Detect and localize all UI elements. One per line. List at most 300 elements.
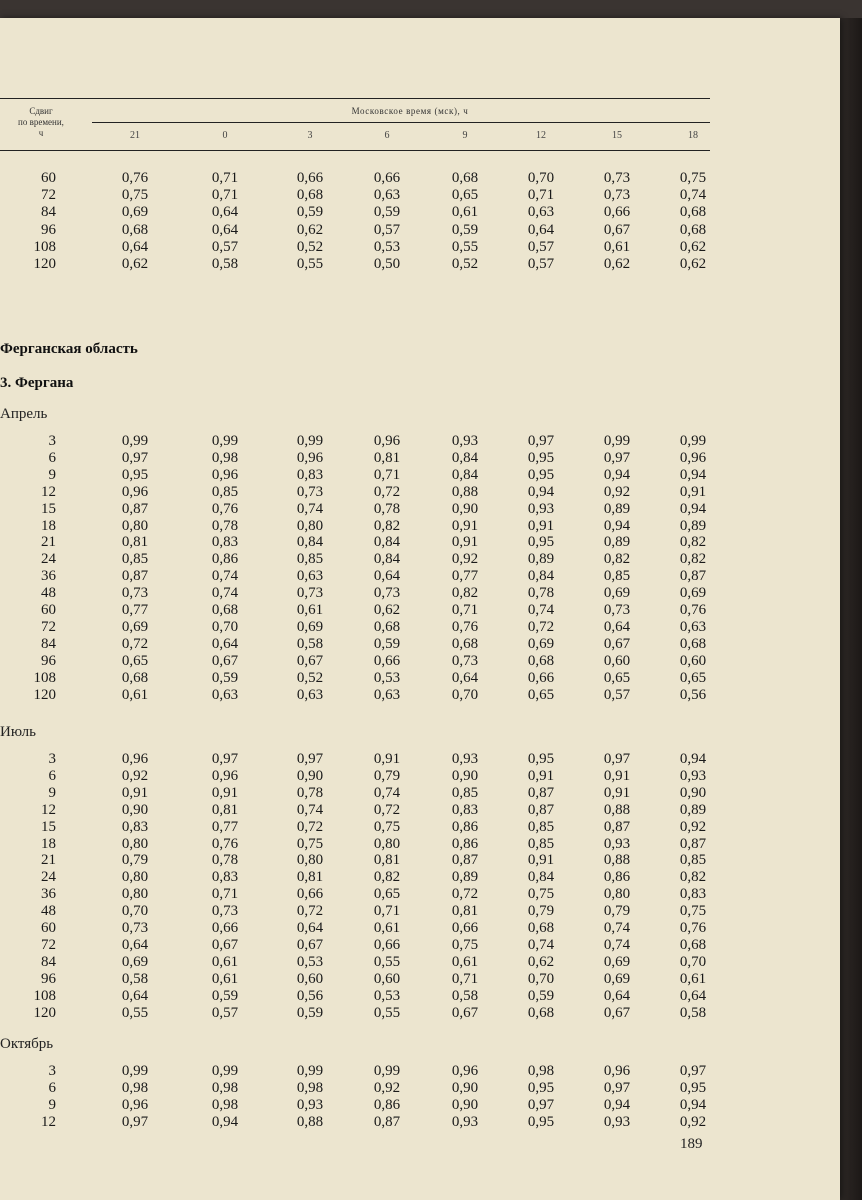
correlation-value-cell: 0,93 — [451, 1113, 479, 1130]
correlation-value-cell: 0,75 — [373, 818, 401, 835]
correlation-value-cell: 0,92 — [451, 551, 479, 568]
correlation-value-cell: 0,90 — [121, 801, 149, 818]
correlation-value-cell: 0,86 — [603, 869, 631, 886]
shift-hours-cell: 18 — [41, 835, 56, 852]
correlation-value-cell: 0,59 — [296, 1004, 324, 1021]
correlation-value-cell: 0,90 — [679, 784, 707, 801]
correlation-value-cell: 0,66 — [527, 669, 555, 686]
correlation-value-cell: 0,62 — [373, 602, 401, 618]
correlation-value-cell: 0,71 — [211, 170, 239, 186]
shift-hours-cell: 9 — [48, 784, 56, 801]
correlation-value-cell: 0,81 — [451, 903, 479, 920]
correlation-value-cell: 0,74 — [603, 936, 631, 953]
correlation-value-cell: 0,53 — [373, 669, 401, 686]
correlation-value-cell: 0,97 — [527, 433, 555, 449]
correlation-value-cell: 0,69 — [603, 953, 631, 970]
correlation-value-cell: 0,87 — [121, 500, 149, 517]
correlation-value-cell: 0,73 — [296, 585, 324, 602]
correlation-value-cell: 0,75 — [679, 170, 707, 186]
correlation-value-cell: 0,84 — [451, 466, 479, 483]
correlation-value-cell: 0,71 — [373, 466, 401, 483]
book-top-edge — [0, 0, 862, 18]
table-row — [0, 484, 720, 501]
correlation-value-cell: 0,92 — [121, 767, 149, 784]
correlation-value-cell: 0,68 — [527, 1004, 555, 1021]
shift-label-line-3: ч — [38, 128, 44, 138]
correlation-value-cell: 0,71 — [527, 187, 555, 204]
correlation-value-cell: 0,93 — [603, 835, 631, 852]
correlation-value-cell: 0,82 — [373, 517, 401, 534]
table-row — [0, 433, 720, 450]
correlation-value-cell: 0,97 — [121, 449, 149, 466]
correlation-value-cell: 0,60 — [603, 652, 631, 669]
correlation-value-cell: 0,91 — [373, 751, 401, 767]
header-mid-rule — [92, 122, 710, 123]
hour-header-3: 3 — [307, 130, 313, 141]
shift-hours-cell: 48 — [41, 585, 56, 602]
correlation-value-cell: 0,57 — [527, 256, 555, 272]
correlation-value-cell: 0,84 — [527, 568, 555, 585]
correlation-value-cell: 0,69 — [296, 618, 324, 635]
correlation-value-cell: 0,96 — [679, 449, 707, 466]
correlation-value-cell: 0,66 — [373, 170, 401, 186]
correlation-value-cell: 0,90 — [451, 767, 479, 784]
correlation-value-cell: 0,86 — [451, 818, 479, 835]
correlation-value-cell: 0,67 — [296, 936, 324, 953]
correlation-value-cell: 0,76 — [121, 170, 149, 186]
table-row — [0, 687, 720, 704]
shift-hours-cell: 48 — [41, 903, 56, 920]
correlation-value-cell: 0,68 — [121, 221, 149, 238]
shift-hours-cell: 60 — [41, 602, 56, 618]
correlation-value-cell: 0,88 — [296, 1113, 324, 1130]
correlation-value-cell: 0,62 — [679, 238, 707, 255]
correlation-value-cell: 0,67 — [211, 936, 239, 953]
correlation-value-cell: 0,89 — [603, 534, 631, 551]
correlation-value-cell: 0,57 — [527, 238, 555, 255]
hour-header-21: 21 — [130, 130, 140, 141]
correlation-value-cell: 0,80 — [121, 886, 149, 903]
correlation-value-cell: 0,94 — [603, 1096, 631, 1113]
book-page — [0, 18, 840, 1200]
correlation-value-cell: 0,66 — [211, 920, 239, 936]
correlation-value-cell: 0,58 — [451, 987, 479, 1004]
correlation-value-cell: 0,73 — [121, 920, 149, 936]
correlation-value-cell: 0,94 — [679, 1096, 707, 1113]
correlation-value-cell: 0,68 — [527, 652, 555, 669]
correlation-value-cell: 0,83 — [211, 869, 239, 886]
shift-hours-cell: 3 — [48, 1063, 56, 1079]
correlation-value-cell: 0,98 — [211, 1096, 239, 1113]
correlation-value-cell: 0,89 — [603, 500, 631, 517]
correlation-value-cell: 0,94 — [679, 500, 707, 517]
correlation-value-cell: 0,82 — [679, 551, 707, 568]
correlation-value-cell: 0,67 — [451, 1004, 479, 1021]
correlation-value-cell: 0,77 — [211, 818, 239, 835]
correlation-value-cell: 0,74 — [603, 920, 631, 936]
correlation-value-cell: 0,81 — [121, 534, 149, 551]
correlation-value-cell: 0,91 — [121, 784, 149, 801]
correlation-value-cell: 0,96 — [211, 466, 239, 483]
shift-hours-cell: 24 — [41, 551, 56, 568]
correlation-value-cell: 0,65 — [451, 187, 479, 204]
shift-hours-cell: 96 — [41, 221, 56, 238]
table-row — [0, 170, 720, 187]
correlation-value-cell: 0,78 — [527, 585, 555, 602]
correlation-value-cell: 0,95 — [679, 1079, 707, 1096]
shift-hours-cell: 108 — [33, 987, 56, 1004]
correlation-value-cell: 0,59 — [373, 635, 401, 652]
table-row — [0, 971, 720, 988]
correlation-value-cell: 0,59 — [211, 669, 239, 686]
correlation-value-cell: 0,89 — [679, 801, 707, 818]
correlation-value-cell: 0,87 — [679, 835, 707, 852]
correlation-value-cell: 0,99 — [603, 433, 631, 449]
table-row — [0, 1080, 720, 1097]
correlation-value-cell: 0,94 — [211, 1113, 239, 1130]
correlation-value-cell: 0,61 — [296, 602, 324, 618]
correlation-value-cell: 0,92 — [603, 483, 631, 500]
table-row — [0, 670, 720, 687]
correlation-value-cell: 0,70 — [679, 953, 707, 970]
shift-hours-cell: 6 — [48, 767, 56, 784]
table-row — [0, 239, 720, 256]
correlation-value-cell: 0,68 — [211, 602, 239, 618]
shift-hours-cell: 24 — [41, 869, 56, 886]
correlation-value-cell: 0,95 — [527, 534, 555, 551]
table-row — [0, 501, 720, 518]
table-row — [0, 937, 720, 954]
correlation-value-cell: 0,70 — [121, 903, 149, 920]
correlation-value-cell: 0,68 — [296, 187, 324, 204]
station-title: 3. Фергана — [0, 375, 74, 391]
correlation-value-cell: 0,72 — [296, 903, 324, 920]
correlation-value-cell: 0,66 — [451, 920, 479, 936]
correlation-value-cell: 0,93 — [451, 751, 479, 767]
correlation-value-cell: 0,55 — [451, 238, 479, 255]
correlation-value-cell: 0,64 — [121, 238, 149, 255]
correlation-value-cell: 0,55 — [121, 1004, 149, 1021]
correlation-value-cell: 0,96 — [121, 1096, 149, 1113]
correlation-value-cell: 0,56 — [296, 987, 324, 1004]
correlation-value-cell: 0,64 — [603, 618, 631, 635]
shift-hours-cell: 12 — [41, 1113, 56, 1130]
shift-hours-cell: 36 — [41, 886, 56, 903]
correlation-value-cell: 0,97 — [603, 1079, 631, 1096]
correlation-value-cell: 0,94 — [603, 466, 631, 483]
correlation-value-cell: 0,96 — [603, 1063, 631, 1079]
correlation-value-cell: 0,61 — [373, 920, 401, 936]
correlation-value-cell: 0,52 — [296, 669, 324, 686]
correlation-value-cell: 0,67 — [296, 652, 324, 669]
shift-hours-cell: 6 — [48, 1079, 56, 1096]
correlation-value-cell: 0,95 — [527, 1079, 555, 1096]
correlation-value-cell: 0,57 — [603, 686, 631, 703]
correlation-value-cell: 0,99 — [211, 1063, 239, 1079]
shift-hours-cell: 72 — [41, 187, 56, 204]
correlation-value-cell: 0,94 — [603, 517, 631, 534]
correlation-value-cell: 0,72 — [296, 818, 324, 835]
correlation-value-cell: 0,64 — [679, 987, 707, 1004]
shift-hours-cell: 36 — [41, 568, 56, 585]
correlation-value-cell: 0,83 — [121, 818, 149, 835]
correlation-value-cell: 0,91 — [451, 517, 479, 534]
correlation-value-cell: 0,73 — [603, 187, 631, 204]
hour-header-6: 6 — [384, 130, 390, 141]
table-row — [0, 1114, 720, 1131]
correlation-value-cell: 0,85 — [679, 852, 707, 869]
correlation-value-cell: 0,63 — [373, 686, 401, 703]
correlation-value-cell: 0,87 — [451, 852, 479, 869]
correlation-value-cell: 0,65 — [603, 669, 631, 686]
correlation-value-cell: 0,63 — [527, 204, 555, 221]
correlation-value-cell: 0,61 — [121, 686, 149, 703]
correlation-value-cell: 0,70 — [211, 618, 239, 635]
correlation-value-cell: 0,96 — [211, 767, 239, 784]
correlation-value-cell: 0,60 — [373, 970, 401, 987]
correlation-value-cell: 0,98 — [211, 1079, 239, 1096]
shift-hours-cell: 72 — [41, 936, 56, 953]
correlation-value-cell: 0,61 — [211, 953, 239, 970]
correlation-value-cell: 0,68 — [679, 204, 707, 221]
table-row — [0, 187, 720, 204]
month-heading: Июль — [0, 724, 36, 740]
correlation-value-cell: 0,93 — [527, 500, 555, 517]
correlation-value-cell: 0,59 — [527, 987, 555, 1004]
shift-hours-cell: 3 — [48, 751, 56, 767]
table-row — [0, 222, 720, 239]
correlation-value-cell: 0,73 — [211, 903, 239, 920]
correlation-value-cell: 0,74 — [527, 602, 555, 618]
correlation-value-cell: 0,75 — [451, 936, 479, 953]
correlation-value-cell: 0,88 — [451, 483, 479, 500]
correlation-value-cell: 0,95 — [121, 466, 149, 483]
correlation-value-cell: 0,60 — [679, 652, 707, 669]
correlation-value-cell: 0,69 — [121, 953, 149, 970]
correlation-value-cell: 0,98 — [211, 449, 239, 466]
correlation-value-cell: 0,67 — [603, 221, 631, 238]
correlation-value-cell: 0,97 — [679, 1063, 707, 1079]
table-row — [0, 450, 720, 467]
correlation-value-cell: 0,66 — [373, 936, 401, 953]
correlation-value-cell: 0,56 — [679, 686, 707, 703]
shift-hours-cell: 15 — [41, 500, 56, 517]
correlation-value-cell: 0,63 — [211, 686, 239, 703]
hour-header-18: 18 — [688, 130, 698, 141]
shift-hours-cell: 60 — [41, 920, 56, 936]
correlation-value-cell: 0,68 — [679, 221, 707, 238]
correlation-value-cell: 0,90 — [451, 1096, 479, 1113]
correlation-value-cell: 0,61 — [211, 970, 239, 987]
correlation-value-cell: 0,58 — [296, 635, 324, 652]
correlation-value-cell: 0,64 — [527, 221, 555, 238]
correlation-value-cell: 0,73 — [373, 585, 401, 602]
correlation-value-cell: 0,74 — [211, 568, 239, 585]
correlation-value-cell: 0,81 — [373, 852, 401, 869]
correlation-value-cell: 0,79 — [603, 903, 631, 920]
correlation-value-cell: 0,90 — [296, 767, 324, 784]
correlation-value-cell: 0,91 — [527, 517, 555, 534]
correlation-value-cell: 0,69 — [527, 635, 555, 652]
correlation-value-cell: 0,76 — [679, 602, 707, 618]
correlation-value-cell: 0,64 — [373, 568, 401, 585]
correlation-value-cell: 0,62 — [121, 256, 149, 272]
correlation-value-cell: 0,87 — [603, 818, 631, 835]
correlation-value-cell: 0,80 — [296, 852, 324, 869]
correlation-value-cell: 0,84 — [296, 534, 324, 551]
correlation-value-cell: 0,65 — [121, 652, 149, 669]
correlation-value-cell: 0,85 — [296, 551, 324, 568]
table-row — [0, 602, 720, 619]
correlation-value-cell: 0,74 — [373, 784, 401, 801]
correlation-value-cell: 0,83 — [211, 534, 239, 551]
correlation-value-cell: 0,79 — [527, 903, 555, 920]
correlation-value-cell: 0,58 — [211, 256, 239, 272]
column-header-moscow-time: Московское время (мск), ч — [351, 106, 469, 116]
correlation-value-cell: 0,92 — [373, 1079, 401, 1096]
header-top-rule — [0, 98, 710, 99]
correlation-value-cell: 0,75 — [679, 903, 707, 920]
correlation-value-cell: 0,97 — [603, 751, 631, 767]
correlation-value-cell: 0,83 — [296, 466, 324, 483]
correlation-value-cell: 0,66 — [296, 886, 324, 903]
correlation-value-cell: 0,98 — [121, 1079, 149, 1096]
correlation-value-cell: 0,80 — [603, 886, 631, 903]
correlation-value-cell: 0,68 — [121, 669, 149, 686]
correlation-value-cell: 0,61 — [679, 970, 707, 987]
correlation-value-cell: 0,68 — [451, 170, 479, 186]
shift-label-line-1: Сдвиг — [29, 106, 53, 116]
correlation-value-cell: 0,73 — [451, 652, 479, 669]
table-row — [0, 204, 720, 221]
correlation-value-cell: 0,89 — [451, 869, 479, 886]
correlation-value-cell: 0,72 — [373, 801, 401, 818]
correlation-value-cell: 0,99 — [296, 433, 324, 449]
shift-hours-cell: 9 — [48, 1096, 56, 1113]
table-row — [0, 518, 720, 535]
correlation-value-cell: 0,73 — [603, 170, 631, 186]
correlation-value-cell: 0,99 — [373, 1063, 401, 1079]
correlation-value-cell: 0,58 — [121, 970, 149, 987]
correlation-value-cell: 0,52 — [451, 256, 479, 272]
correlation-value-cell: 0,71 — [211, 187, 239, 204]
correlation-value-cell: 0,80 — [373, 835, 401, 852]
correlation-value-cell: 0,91 — [603, 784, 631, 801]
correlation-value-cell: 0,80 — [121, 869, 149, 886]
shift-hours-cell: 84 — [41, 204, 56, 221]
correlation-value-cell: 0,81 — [373, 449, 401, 466]
shift-hours-cell: 72 — [41, 618, 56, 635]
month-heading: Октябрь — [0, 1036, 54, 1052]
correlation-value-cell: 0,59 — [296, 204, 324, 221]
correlation-value-cell: 0,91 — [527, 852, 555, 869]
correlation-value-cell: 0,90 — [451, 500, 479, 517]
correlation-value-cell: 0,55 — [373, 953, 401, 970]
correlation-value-cell: 0,64 — [296, 920, 324, 936]
correlation-value-cell: 0,69 — [121, 204, 149, 221]
hour-header-0: 0 — [222, 130, 228, 141]
table-row — [0, 886, 720, 903]
shift-hours-cell: 108 — [33, 669, 56, 686]
table-row — [0, 751, 720, 768]
table-row — [0, 903, 720, 920]
correlation-value-cell: 0,82 — [679, 869, 707, 886]
correlation-value-cell: 0,55 — [296, 256, 324, 272]
correlation-value-cell: 0,65 — [679, 669, 707, 686]
correlation-value-cell: 0,91 — [603, 767, 631, 784]
correlation-value-cell: 0,79 — [373, 767, 401, 784]
correlation-value-cell: 0,64 — [211, 204, 239, 221]
correlation-value-cell: 0,66 — [373, 652, 401, 669]
correlation-value-cell: 0,69 — [679, 585, 707, 602]
correlation-value-cell: 0,86 — [451, 835, 479, 852]
correlation-value-cell: 0,93 — [296, 1096, 324, 1113]
correlation-value-cell: 0,65 — [373, 886, 401, 903]
shift-hours-cell: 84 — [41, 953, 56, 970]
correlation-value-cell: 0,84 — [373, 551, 401, 568]
correlation-value-cell: 0,86 — [211, 551, 239, 568]
correlation-value-cell: 0,53 — [373, 238, 401, 255]
correlation-value-cell: 0,71 — [451, 970, 479, 987]
correlation-value-cell: 0,87 — [527, 784, 555, 801]
correlation-value-cell: 0,50 — [373, 256, 401, 272]
correlation-value-cell: 0,62 — [603, 256, 631, 272]
correlation-value-cell: 0,97 — [603, 449, 631, 466]
correlation-value-cell: 0,96 — [373, 433, 401, 449]
correlation-value-cell: 0,74 — [527, 936, 555, 953]
correlation-value-cell: 0,89 — [527, 551, 555, 568]
correlation-value-cell: 0,97 — [296, 751, 324, 767]
table-row — [0, 636, 720, 653]
correlation-value-cell: 0,85 — [451, 784, 479, 801]
correlation-value-cell: 0,68 — [527, 920, 555, 936]
correlation-value-cell: 0,99 — [121, 433, 149, 449]
shift-hours-cell: 12 — [41, 483, 56, 500]
correlation-value-cell: 0,92 — [679, 818, 707, 835]
correlation-value-cell: 0,59 — [373, 204, 401, 221]
correlation-value-cell: 0,97 — [121, 1113, 149, 1130]
correlation-value-cell: 0,70 — [451, 686, 479, 703]
hour-header-15: 15 — [612, 130, 622, 141]
correlation-value-cell: 0,95 — [527, 466, 555, 483]
correlation-value-cell: 0,97 — [527, 1096, 555, 1113]
correlation-value-cell: 0,85 — [527, 835, 555, 852]
table-row — [0, 852, 720, 869]
correlation-value-cell: 0,62 — [296, 221, 324, 238]
correlation-value-cell: 0,95 — [527, 751, 555, 767]
correlation-value-cell: 0,96 — [451, 1063, 479, 1079]
shift-hours-cell: 84 — [41, 635, 56, 652]
table-row — [0, 768, 720, 785]
correlation-value-cell: 0,87 — [121, 568, 149, 585]
correlation-value-cell: 0,91 — [451, 534, 479, 551]
correlation-value-cell: 0,62 — [679, 256, 707, 272]
correlation-value-cell: 0,68 — [451, 635, 479, 652]
table-row — [0, 256, 720, 273]
table-row — [0, 869, 720, 886]
correlation-value-cell: 0,82 — [603, 551, 631, 568]
correlation-value-cell: 0,70 — [527, 970, 555, 987]
correlation-value-cell: 0,94 — [679, 466, 707, 483]
correlation-value-cell: 0,87 — [679, 568, 707, 585]
correlation-value-cell: 0,60 — [296, 970, 324, 987]
shift-hours-cell: 120 — [33, 256, 56, 272]
correlation-value-cell: 0,91 — [527, 767, 555, 784]
correlation-value-cell: 0,98 — [296, 1079, 324, 1096]
correlation-value-cell: 0,75 — [296, 835, 324, 852]
correlation-value-cell: 0,74 — [296, 801, 324, 818]
correlation-value-cell: 0,96 — [296, 449, 324, 466]
